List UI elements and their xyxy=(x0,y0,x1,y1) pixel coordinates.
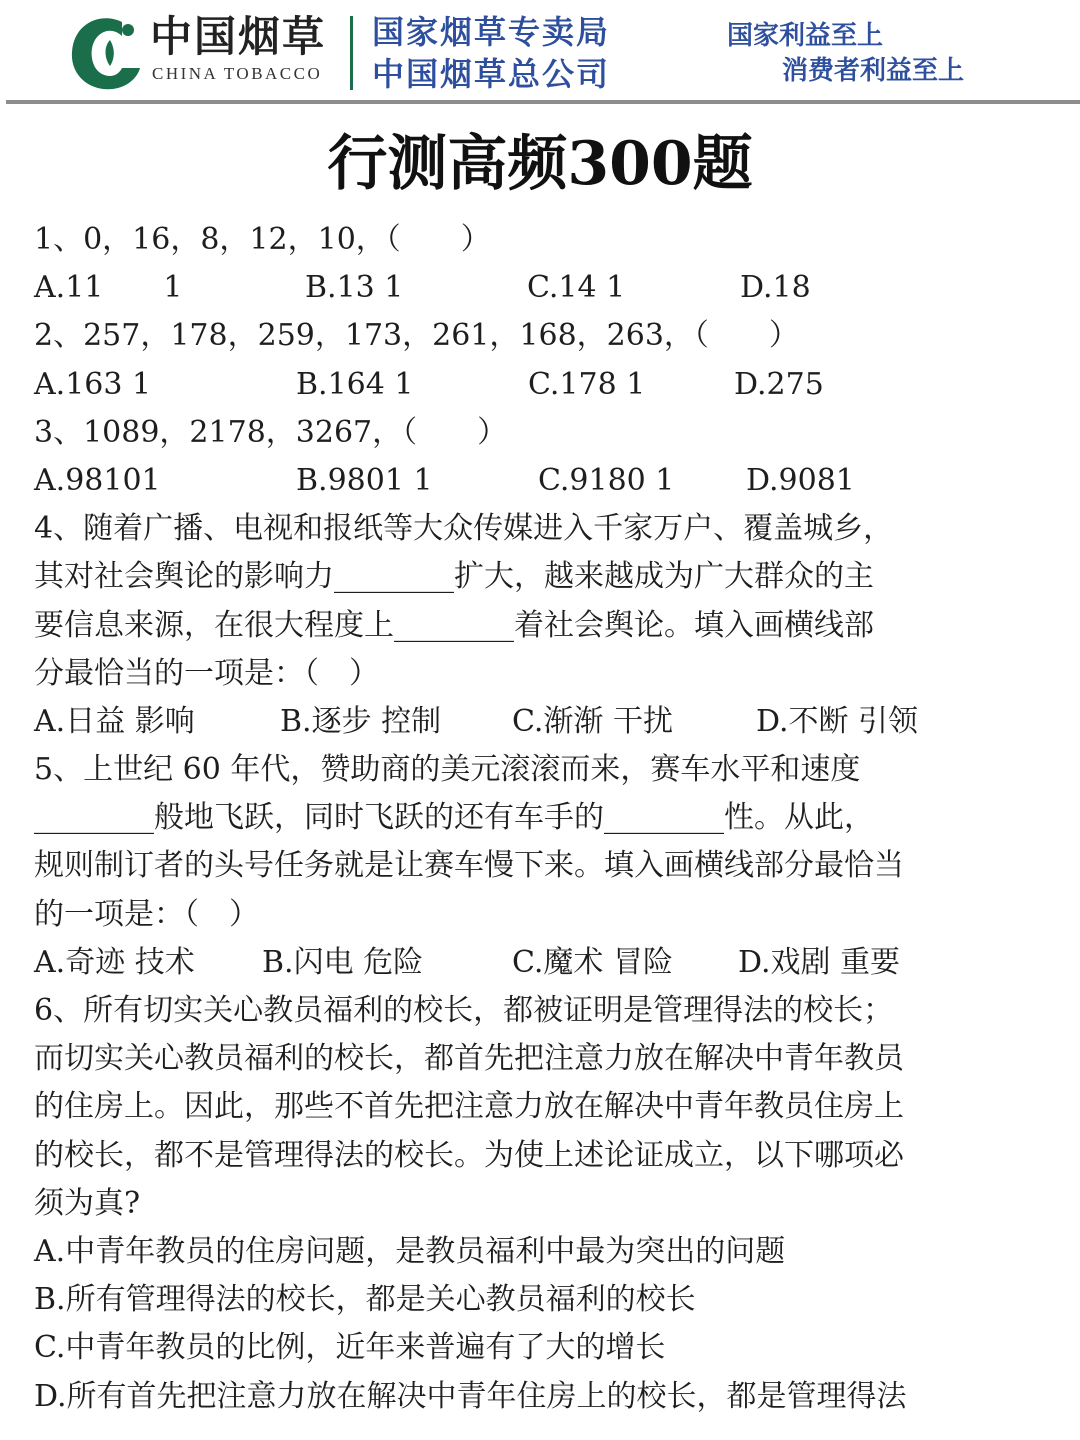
option-b: B.164 1 xyxy=(296,366,414,402)
question-4-text-line3: 要信息来源，在很大程度上________着社会舆论。填入画横线部 xyxy=(34,607,874,643)
option-c: C.178 1 xyxy=(528,366,646,402)
slogan-line2: 消费者利益至上 xyxy=(782,56,965,86)
option-a: A.奇迹 技术 xyxy=(34,944,195,980)
question-6-option-c: C.中青年教员的比例，近年来普遍有了大的增长 xyxy=(34,1330,666,1366)
option-b: B.逐步 控制 xyxy=(280,703,442,739)
question-6-text-line2: 而切实关心教员福利的校长，都首先把注意力放在解决中青年教员 xyxy=(34,1041,904,1077)
question-4-text-line4: 分最恰当的一项是：（ ） xyxy=(34,655,379,691)
option-c: C.9180 1 xyxy=(538,462,675,498)
question-5-text-line3: 规则制订者的头号任务就是让赛车慢下来。填入画横线部分最恰当 xyxy=(34,848,904,884)
option-d: D.275 xyxy=(734,366,824,402)
question-list xyxy=(34,216,1044,1421)
question-1-text: 1、0，16，8，12，10，（ ） xyxy=(34,222,491,257)
org-name-line2: 中国烟草总公司 xyxy=(372,55,611,93)
slogan-line1: 国家利益至上 xyxy=(727,21,884,51)
option-a: A.11 1 xyxy=(34,270,183,306)
option-d: D.戏剧 重要 xyxy=(738,944,901,980)
brand-name-en: CHINA TOBACCO xyxy=(152,64,323,83)
question-6-option-b: B.所有管理得法的校长，都是关心教员福利的校长 xyxy=(34,1282,696,1318)
option-b: B.闪电 危险 xyxy=(262,944,424,980)
header-rule xyxy=(6,100,1080,104)
question-5-text-line4: 的一项是：（ ） xyxy=(34,896,259,932)
question-3-options xyxy=(34,457,1044,505)
question-2-options xyxy=(34,361,1044,409)
option-a: A.98101 xyxy=(34,462,161,498)
question-3-text: 3、1089，2178，3267，（ ） xyxy=(34,414,508,450)
page-title: 行测高频300题 xyxy=(327,129,753,199)
option-b: B.13 1 xyxy=(305,270,404,306)
question-6-option-a: A.中青年教员的住房问题，是教员福利中最为突出的问题 xyxy=(34,1233,786,1269)
header xyxy=(0,0,1080,104)
org-name-line1: 国家烟草专卖局 xyxy=(372,13,611,51)
option-c: C.14 1 xyxy=(527,270,626,306)
option-d: D.9081 xyxy=(746,462,855,498)
question-5-options xyxy=(34,939,1044,987)
option-d: D.18 xyxy=(740,270,811,306)
option-a: A.日益 影响 xyxy=(34,703,195,739)
option-b: B.9801 1 xyxy=(296,462,433,498)
brand-name-cn: 中国烟草 xyxy=(150,12,327,61)
question-5-text-line2: ________般地飞跃，同时飞跃的还有车手的________性。从此， xyxy=(34,800,874,836)
header-divider xyxy=(350,16,353,90)
option-c: C.魔术 冒险 xyxy=(512,944,673,980)
question-6-option-d: D.所有首先把注意力放在解决中青年住房上的校长，都是管理得法 xyxy=(34,1378,907,1414)
option-a: A.163 1 xyxy=(34,366,152,402)
china-tobacco-logo-icon xyxy=(64,10,144,94)
question-6-text-line3: 的住房上。因此，那些不首先把注意力放在解决中青年教员住房上 xyxy=(34,1089,904,1125)
option-c: C.渐渐 干扰 xyxy=(512,703,673,739)
question-1-options xyxy=(34,264,1044,312)
question-4-options xyxy=(34,698,1044,746)
question-5-text-line1: 5、上世纪 60 年代，赞助商的美元滚滚而来，赛车水平和速度 xyxy=(34,752,861,788)
question-2-text: 2、257，178，259，173，261，168，263，（ ） xyxy=(34,318,799,354)
question-4-text-line2: 其对社会舆论的影响力________扩大，越来越成为广大群众的主 xyxy=(34,559,874,595)
question-6-text-line4: 的校长，都不是管理得法的校长。为使上述论证成立，以下哪项必 xyxy=(34,1137,904,1173)
question-6-text-line1: 6、所有切实关心教员福利的校长，都被证明是管理得法的校长； xyxy=(34,993,894,1028)
question-6-text-line5: 须为真? xyxy=(34,1185,141,1221)
question-4-text-line1: 4、随着广播、电视和报纸等大众传媒进入千家万户、覆盖城乡， xyxy=(34,511,894,547)
option-d: D.不断 引领 xyxy=(756,703,919,739)
